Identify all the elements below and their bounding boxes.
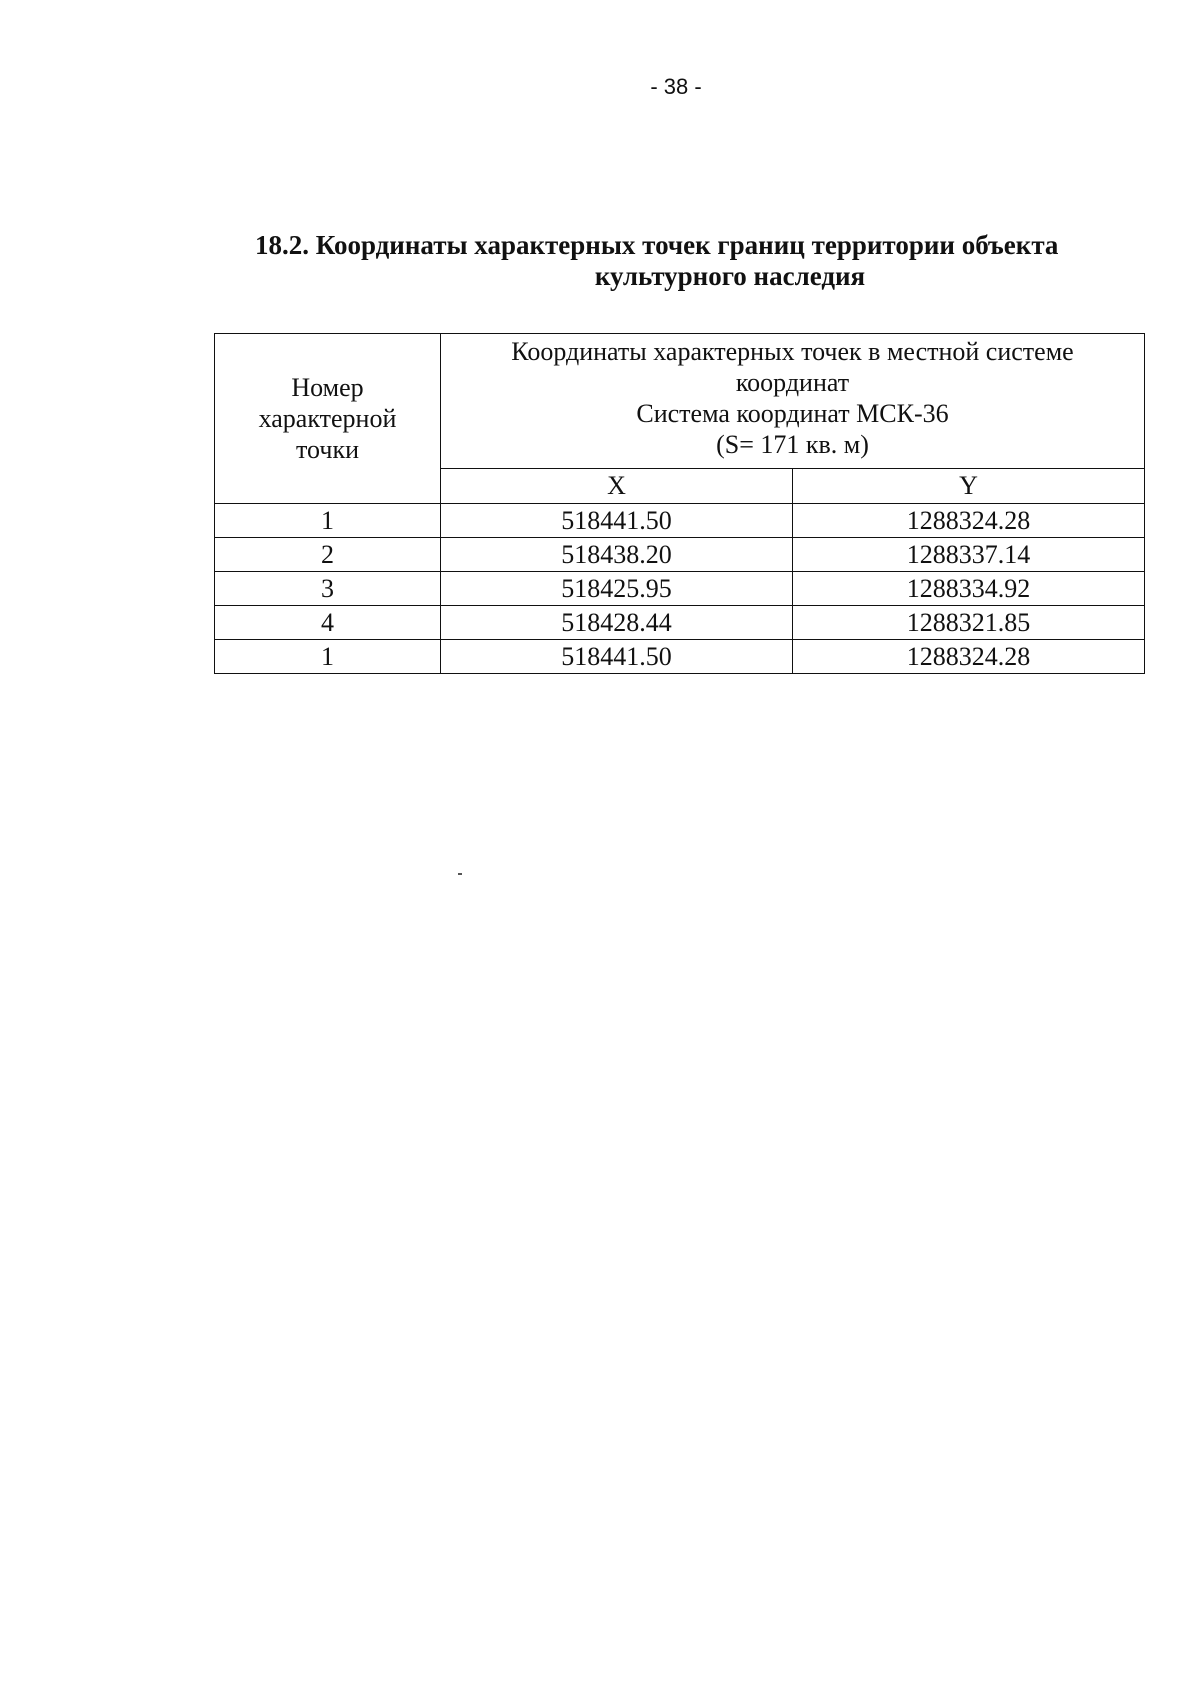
table-row bbox=[215, 504, 1145, 538]
group-header-line-3: Система координат МСК-36 bbox=[636, 399, 949, 428]
x-value-cell: 518441.50 bbox=[441, 640, 793, 674]
y-value-cell: 1288324.28 bbox=[793, 504, 1145, 538]
point-number-cell: 1 bbox=[215, 504, 441, 538]
heading-line-1: 18.2. Координаты характерных точек границ территории объекта bbox=[255, 230, 1059, 260]
table-row bbox=[215, 572, 1145, 606]
table-row bbox=[215, 538, 1145, 572]
coordinates-table bbox=[214, 333, 1145, 674]
y-column-header: Y bbox=[793, 469, 1145, 504]
x-value-cell: 518428.44 bbox=[441, 606, 793, 640]
table-row bbox=[215, 640, 1145, 674]
heading-line-2: культурного наследия bbox=[594, 261, 866, 291]
coordinates-group-header bbox=[441, 334, 1145, 469]
y-value-cell: 1288321.85 bbox=[793, 606, 1145, 640]
point-number-header-line-2: характерной bbox=[258, 404, 397, 433]
group-header-line-2: координат bbox=[735, 368, 850, 397]
y-value-cell: 1288324.28 bbox=[793, 640, 1145, 674]
y-value-cell: 1288337.14 bbox=[793, 538, 1145, 572]
x-column-header: X bbox=[441, 469, 793, 504]
y-value-cell: 1288334.92 bbox=[793, 572, 1145, 606]
page-number: - 38 - bbox=[650, 74, 702, 99]
point-number-cell: 4 bbox=[215, 606, 441, 640]
point-number-cell: 3 bbox=[215, 572, 441, 606]
group-header-line-1: Координаты характерных точек в местной системе bbox=[511, 337, 1074, 366]
group-header-line-4: (S= 171 кв. м) bbox=[716, 430, 869, 459]
x-value-cell: 518441.50 bbox=[441, 504, 793, 538]
point-number-header-line-3: точки bbox=[296, 435, 359, 464]
section-heading bbox=[255, 230, 1145, 292]
x-value-cell: 518425.95 bbox=[441, 572, 793, 606]
point-number-cell: 1 bbox=[215, 640, 441, 674]
x-value-cell: 518438.20 bbox=[441, 538, 793, 572]
scan-speck bbox=[458, 873, 462, 875]
point-number-header-line-1: Номер bbox=[291, 373, 364, 402]
table-row bbox=[215, 606, 1145, 640]
point-number-cell: 2 bbox=[215, 538, 441, 572]
point-number-header bbox=[215, 334, 441, 504]
